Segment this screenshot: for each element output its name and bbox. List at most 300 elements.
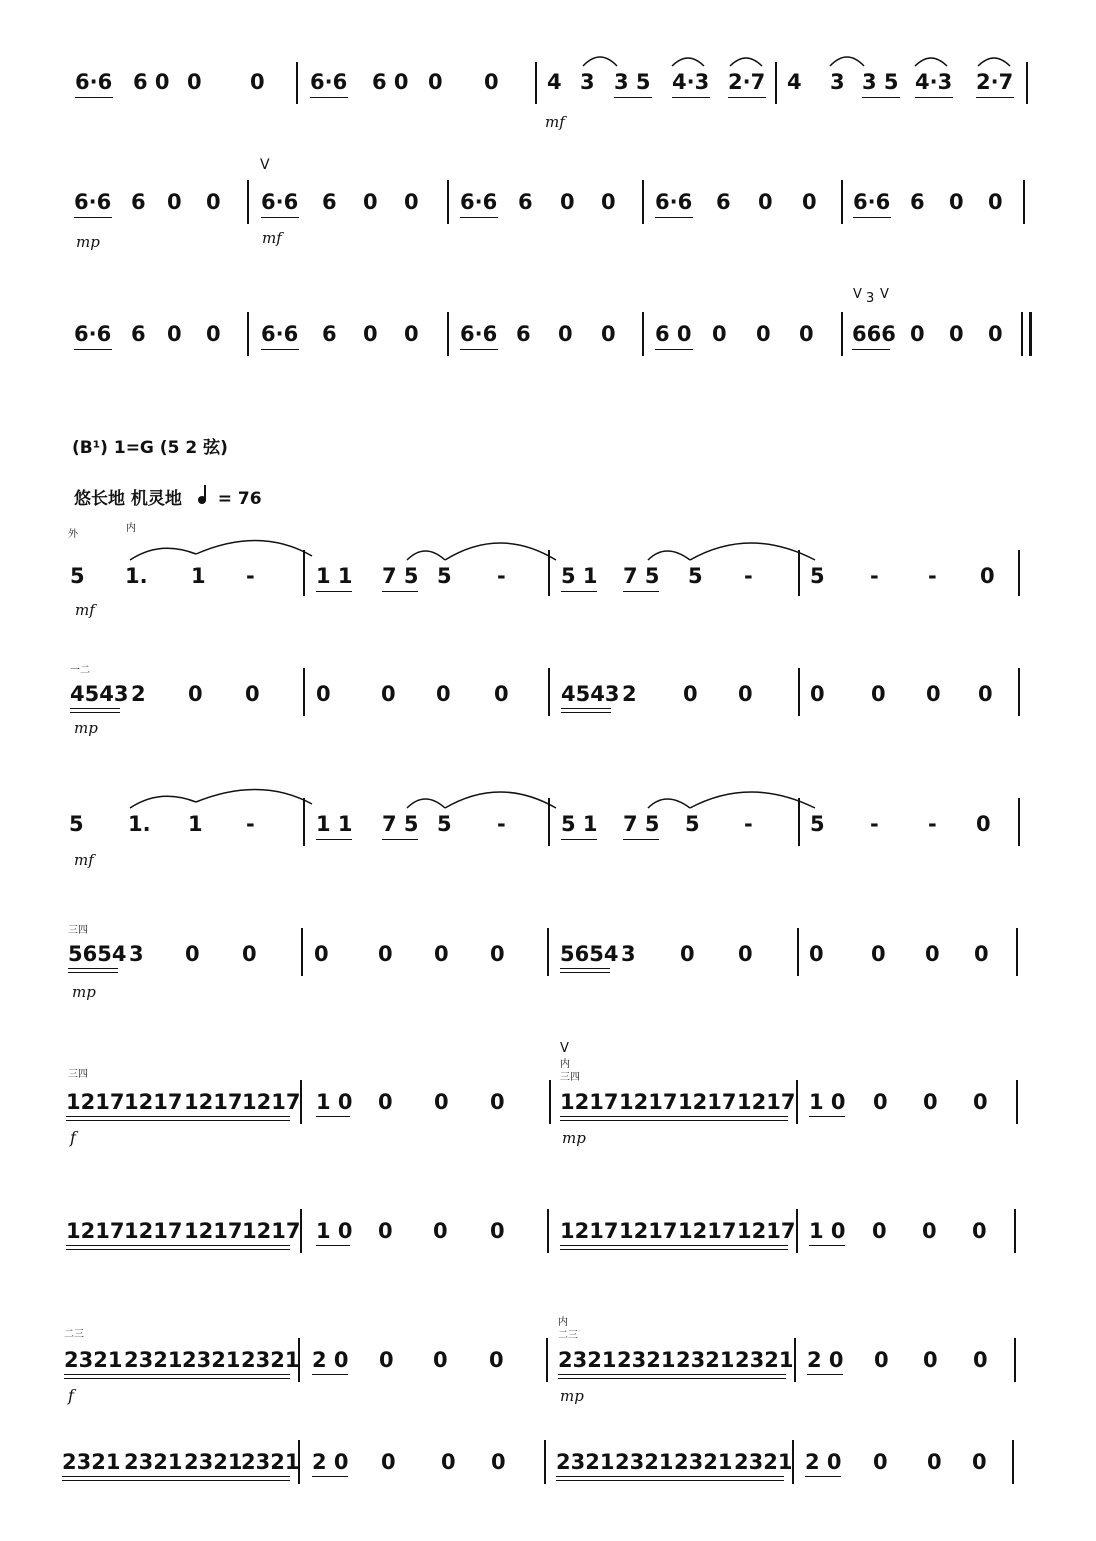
note-group: 6·6	[655, 190, 693, 214]
underline-beam	[809, 1116, 845, 1117]
dash: -	[744, 812, 753, 836]
note-rest: 0	[976, 812, 991, 836]
note-rest: 0	[680, 942, 695, 966]
barline	[1012, 1440, 1014, 1484]
underline-beam	[70, 708, 120, 709]
dynamic-marking: mp	[562, 1129, 586, 1147]
note-group: 2321	[124, 1450, 183, 1474]
note-rest: 0	[874, 1348, 889, 1372]
note-rest: 0	[738, 682, 753, 706]
barline	[547, 928, 549, 976]
note-rest: 0	[484, 70, 499, 94]
position-mark: 内	[126, 523, 136, 534]
note-group: 6	[910, 190, 925, 214]
note-group: 1217	[737, 1219, 796, 1243]
note-group: 1217	[560, 1219, 619, 1243]
note-group: 1.	[125, 564, 148, 588]
barline	[547, 1209, 549, 1253]
note-group: 1217	[184, 1219, 243, 1243]
position-mark: 外	[68, 529, 78, 540]
note-rest: 0	[873, 1450, 888, 1474]
note-group: 6 0	[133, 70, 170, 94]
note-rest: 0	[910, 322, 925, 346]
dash: -	[870, 564, 879, 588]
note-group: 2321	[241, 1348, 300, 1372]
note-rest: 0	[441, 1450, 456, 1474]
underline-beam	[560, 968, 610, 969]
dynamic-marking: f	[70, 1128, 76, 1147]
note-rest: 0	[433, 1219, 448, 1243]
note-group: 4·3	[672, 70, 710, 94]
note-rest: 0	[185, 942, 200, 966]
note-rest: 0	[988, 322, 1003, 346]
score-row-9	[0, 1217, 1096, 1277]
note-group: 2321	[615, 1450, 674, 1474]
underline-beam	[62, 1476, 290, 1477]
note-group: 1217	[619, 1090, 678, 1114]
dynamic-marking: mf	[74, 851, 94, 869]
note-group: 2321	[676, 1348, 735, 1372]
dynamic-marking: mp	[74, 719, 98, 737]
score-row-10	[0, 1317, 1096, 1406]
note-group: 5	[688, 564, 703, 588]
note-rest: 0	[494, 682, 509, 706]
note-rest: 0	[973, 1348, 988, 1372]
note-rest: 0	[433, 1348, 448, 1372]
note-group: 2 0	[312, 1348, 349, 1372]
dash: -	[497, 812, 506, 836]
note-rest: 0	[978, 682, 993, 706]
dash: -	[870, 812, 879, 836]
note-rest: 0	[316, 682, 331, 706]
note-rest: 0	[490, 1090, 505, 1114]
underline-beam	[853, 217, 891, 218]
underline-beam	[560, 1245, 788, 1246]
note-rest: 0	[980, 564, 995, 588]
dynamic-marking: mf	[262, 229, 282, 247]
note-rest: 0	[601, 190, 616, 214]
dash: -	[246, 564, 255, 588]
underline-beam	[560, 1249, 788, 1250]
note-rest: 0	[187, 70, 202, 94]
note-group: 3	[621, 942, 636, 966]
underline-beam	[66, 1245, 290, 1246]
underline-beam	[805, 1476, 841, 1477]
note-group: 5	[810, 564, 825, 588]
note-rest: 0	[434, 1090, 449, 1114]
underline-beam	[558, 1378, 786, 1379]
dynamic-marking: mf	[545, 113, 565, 131]
note-group: 1217	[737, 1090, 796, 1114]
note-group: 1.	[128, 812, 151, 836]
underline-beam	[655, 217, 693, 218]
note-group: 1 1	[316, 812, 353, 836]
note-group: 1 0	[809, 1219, 846, 1243]
underline-beam	[66, 1249, 290, 1250]
barline	[548, 668, 550, 716]
underline-beam	[560, 1116, 788, 1117]
note-group: 2	[622, 682, 637, 706]
note-group: 7 5	[623, 564, 660, 588]
note-group: 1217	[678, 1090, 737, 1114]
underline-beam	[556, 1480, 784, 1481]
barline	[794, 1338, 796, 1382]
underline-beam	[312, 1374, 348, 1375]
tempo-marking	[74, 484, 262, 509]
note-group: 2321	[62, 1450, 121, 1474]
barline	[792, 1440, 794, 1484]
note-group: 5	[437, 564, 452, 588]
note-rest: 0	[756, 322, 771, 346]
note-rest: 0	[810, 682, 825, 706]
score-row-8	[0, 1041, 1096, 1148]
note-rest: 0	[799, 322, 814, 346]
underline-beam	[655, 349, 693, 350]
barline	[447, 312, 449, 356]
barline	[247, 180, 249, 224]
underline-beam	[312, 1476, 348, 1477]
note-rest: 0	[802, 190, 817, 214]
note-group: 1217	[242, 1090, 301, 1114]
barline	[642, 312, 644, 356]
underline-beam	[261, 217, 299, 218]
note-group: 6·6	[460, 190, 498, 214]
note-rest: 0	[428, 70, 443, 94]
underline-beam	[261, 349, 299, 350]
note-group: 2·7	[728, 70, 766, 94]
underline-beam	[561, 708, 611, 709]
note-rest: 0	[167, 190, 182, 214]
note-rest: 0	[206, 190, 221, 214]
breath-mark: V	[260, 157, 270, 173]
note-group: 1217	[184, 1090, 243, 1114]
note-rest: 0	[973, 1090, 988, 1114]
dynamic-marking: mp	[76, 233, 100, 251]
note-rest: 0	[923, 1348, 938, 1372]
note-rest: 0	[490, 1219, 505, 1243]
string-mark: 三四	[68, 925, 88, 936]
note-rest: 0	[601, 322, 616, 346]
score-row-7	[0, 925, 1096, 1001]
note-group: 2321	[184, 1450, 243, 1474]
underline-beam	[64, 1374, 290, 1375]
note-group: 3	[580, 70, 595, 94]
note-group: 4	[787, 70, 802, 94]
dash: -	[928, 812, 937, 836]
note-group: 5	[437, 812, 452, 836]
note-group: 1217	[560, 1090, 619, 1114]
note-group: 7 5	[623, 812, 660, 836]
note-group: 1 0	[316, 1090, 353, 1114]
note-group: 2	[131, 682, 146, 706]
barline	[1014, 1209, 1016, 1253]
string-mark: 二三	[64, 1329, 84, 1340]
note-rest: 0	[436, 682, 451, 706]
note-rest: 0	[871, 942, 886, 966]
barline	[549, 1080, 551, 1124]
note-group: 6	[322, 322, 337, 346]
underline-beam	[64, 1378, 290, 1379]
note-rest: 0	[404, 322, 419, 346]
underline-beam	[809, 1245, 845, 1246]
note-group: 1217	[242, 1219, 301, 1243]
score-row-4	[0, 523, 1096, 620]
note-group: 6	[322, 190, 337, 214]
tempo-text: 悠长地 机灵地	[74, 489, 182, 509]
note-group: 1217	[66, 1090, 125, 1114]
note-rest: 0	[926, 682, 941, 706]
barline	[841, 180, 843, 224]
note-rest: 0	[972, 1219, 987, 1243]
note-rest: 0	[683, 682, 698, 706]
note-rest: 0	[245, 682, 260, 706]
barline	[544, 1440, 546, 1484]
underline-beam	[316, 1245, 350, 1246]
note-group: 6·6	[74, 190, 112, 214]
note-group: 2 0	[312, 1450, 349, 1474]
note-group: 5	[69, 812, 84, 836]
note-group: 6·6	[261, 190, 299, 214]
note-rest: 0	[491, 1450, 506, 1474]
position-mark: 内	[558, 1317, 568, 1328]
note-group: 2·7	[976, 70, 1014, 94]
note-group: 5	[685, 812, 700, 836]
note-rest: 0	[972, 1450, 987, 1474]
underline-beam	[560, 972, 610, 973]
score-row-6	[0, 810, 1096, 870]
note-rest: 0	[378, 1090, 393, 1114]
note-group: 6·6	[310, 70, 348, 94]
barline	[300, 1080, 302, 1124]
note-rest: 0	[712, 322, 727, 346]
section-key-signature: (B¹) 1=G (5 2 弦)	[72, 438, 228, 458]
string-mark: 二三	[558, 1330, 578, 1341]
barline	[1014, 1338, 1016, 1382]
note-rest: 0	[872, 1219, 887, 1243]
note-group: 4543	[561, 682, 620, 706]
underline-beam	[807, 1374, 843, 1375]
dynamic-marking: mp	[72, 983, 96, 1001]
note-rest: 0	[738, 942, 753, 966]
note-group: 1 1	[316, 564, 353, 588]
barline	[798, 668, 800, 716]
barline	[1018, 668, 1020, 716]
note-rest: 0	[927, 1450, 942, 1474]
note-group: 2 0	[807, 1348, 844, 1372]
note-group: 7 5	[382, 812, 419, 836]
note-group: 2321	[64, 1348, 123, 1372]
note-group: 6	[518, 190, 533, 214]
note-rest: 0	[381, 682, 396, 706]
barline	[303, 668, 305, 716]
note-rest: 0	[871, 682, 886, 706]
underline-beam	[560, 1120, 788, 1121]
note-group: 2321	[735, 1348, 794, 1372]
dash: -	[246, 812, 255, 836]
note-group: 4543	[70, 682, 129, 706]
note-rest: 0	[922, 1219, 937, 1243]
dash: -	[497, 564, 506, 588]
note-group: 3	[830, 70, 845, 94]
note-group: 5654	[68, 942, 127, 966]
note-group: 6·6	[460, 322, 498, 346]
note-rest: 0	[250, 70, 265, 94]
underline-beam	[70, 712, 120, 713]
barline	[301, 928, 303, 976]
dynamic-marking: mf	[75, 601, 95, 619]
note-group: 1 0	[809, 1090, 846, 1114]
underline-beam	[561, 712, 611, 713]
barline	[546, 1338, 548, 1382]
barline	[298, 1338, 300, 1382]
note-group: 3 5	[862, 70, 899, 94]
note-rest: 0	[378, 942, 393, 966]
note-rest: 0	[242, 942, 257, 966]
note-group: 4	[547, 70, 562, 94]
breath-mark: V	[880, 287, 889, 302]
note-rest: 0	[167, 322, 182, 346]
position-mark: 内	[560, 1059, 570, 1070]
note-group: 6	[131, 322, 146, 346]
dynamic-marking: f	[68, 1386, 74, 1405]
note-rest: 0	[949, 322, 964, 346]
underline-beam	[74, 217, 112, 218]
note-group: 5654	[560, 942, 619, 966]
tempo-value: = 76	[217, 489, 262, 509]
note-rest: 0	[434, 942, 449, 966]
note-rest: 0	[381, 1450, 396, 1474]
note-rest: 0	[988, 190, 1003, 214]
note-group: 6·6	[74, 322, 112, 346]
note-group: 666	[852, 322, 896, 346]
underline-beam	[852, 349, 890, 350]
dynamic-marking: mp	[560, 1387, 584, 1405]
underline-beam	[62, 1480, 290, 1481]
note-rest: 0	[873, 1090, 888, 1114]
note-group: 2321	[124, 1348, 183, 1372]
note-group: 6·6	[261, 322, 299, 346]
underline-beam	[68, 972, 118, 973]
score-row-5	[0, 665, 1096, 740]
note-group: 6·6	[75, 70, 113, 94]
underline-beam	[558, 1374, 786, 1375]
note-rest: 0	[758, 190, 773, 214]
note-rest: 0	[489, 1348, 504, 1372]
note-group: 6	[516, 322, 531, 346]
barline	[247, 312, 249, 356]
note-rest: 0	[363, 322, 378, 346]
note-group: 5 1	[561, 564, 598, 588]
slur-set	[0, 560, 1096, 620]
underline-beam	[460, 217, 498, 218]
barline	[841, 312, 843, 356]
barline	[298, 1440, 300, 1484]
note-group: 1217	[619, 1219, 678, 1243]
barline	[796, 1209, 798, 1253]
note-group: 1	[191, 564, 206, 588]
note-rest: 0	[490, 942, 505, 966]
note-rest: 0	[925, 942, 940, 966]
note-group: 3	[129, 942, 144, 966]
score-row-3	[0, 287, 1096, 372]
barline	[1023, 180, 1025, 224]
note-group: 7 5	[382, 564, 419, 588]
underline-beam	[460, 349, 498, 350]
note-rest: 0	[560, 190, 575, 214]
note-rest: 0	[378, 1219, 393, 1243]
triplet-mark: 3	[866, 291, 875, 306]
underline-beam	[68, 968, 118, 969]
note-rest: 0	[809, 942, 824, 966]
note-group: 2321	[558, 1348, 617, 1372]
note-group: 3 5	[614, 70, 651, 94]
final-barline	[1021, 312, 1032, 356]
note-group: 1217	[678, 1219, 737, 1243]
barline	[1016, 928, 1018, 976]
underline-beam	[66, 1120, 290, 1121]
breath-mark: V	[560, 1041, 569, 1056]
note-rest: 0	[188, 682, 203, 706]
note-group: 2321	[182, 1348, 241, 1372]
underline-beam	[66, 1116, 290, 1117]
breath-mark: V	[853, 287, 862, 302]
note-group: 2321	[734, 1450, 793, 1474]
note-rest: 0	[404, 190, 419, 214]
note-rest: 0	[314, 942, 329, 966]
note-group: 2321	[617, 1348, 676, 1372]
note-group: 2321	[556, 1450, 615, 1474]
note-group: 6	[131, 190, 146, 214]
note-rest: 0	[974, 942, 989, 966]
note-group: 2 0	[805, 1450, 842, 1474]
underline-beam	[316, 1116, 350, 1117]
barline	[447, 180, 449, 224]
string-mark: 一二	[70, 665, 90, 676]
barline	[796, 1080, 798, 1124]
barline	[642, 180, 644, 224]
note-group: 2321	[674, 1450, 733, 1474]
barline	[300, 1209, 302, 1253]
barline	[1016, 1080, 1018, 1124]
slur-set	[0, 62, 1096, 122]
underline-beam	[74, 349, 112, 350]
underline-beam	[556, 1476, 784, 1477]
note-rest: 0	[949, 190, 964, 214]
dash: -	[744, 564, 753, 588]
slur-set	[0, 810, 1096, 870]
note-group: 6·6	[853, 190, 891, 214]
string-mark: 三四	[68, 1069, 88, 1080]
note-group: 6	[716, 190, 731, 214]
note-group: 1217	[124, 1090, 183, 1114]
note-rest: 0	[923, 1090, 938, 1114]
note-group: 5 1	[561, 812, 598, 836]
note-group: 1	[188, 812, 203, 836]
dash: -	[928, 564, 937, 588]
barline	[797, 928, 799, 976]
note-group: 2321	[241, 1450, 300, 1474]
note-group: 6 0	[372, 70, 409, 94]
note-group: 5	[810, 812, 825, 836]
note-group: 1 0	[316, 1219, 353, 1243]
score-row-11	[0, 1448, 1096, 1508]
note-group: 1217	[124, 1219, 183, 1243]
note-group: 1217	[66, 1219, 125, 1243]
note-group: 4·3	[915, 70, 953, 94]
note-group: 5	[70, 564, 85, 588]
string-mark: 三四	[560, 1072, 580, 1083]
note-group: 6 0	[655, 322, 692, 346]
